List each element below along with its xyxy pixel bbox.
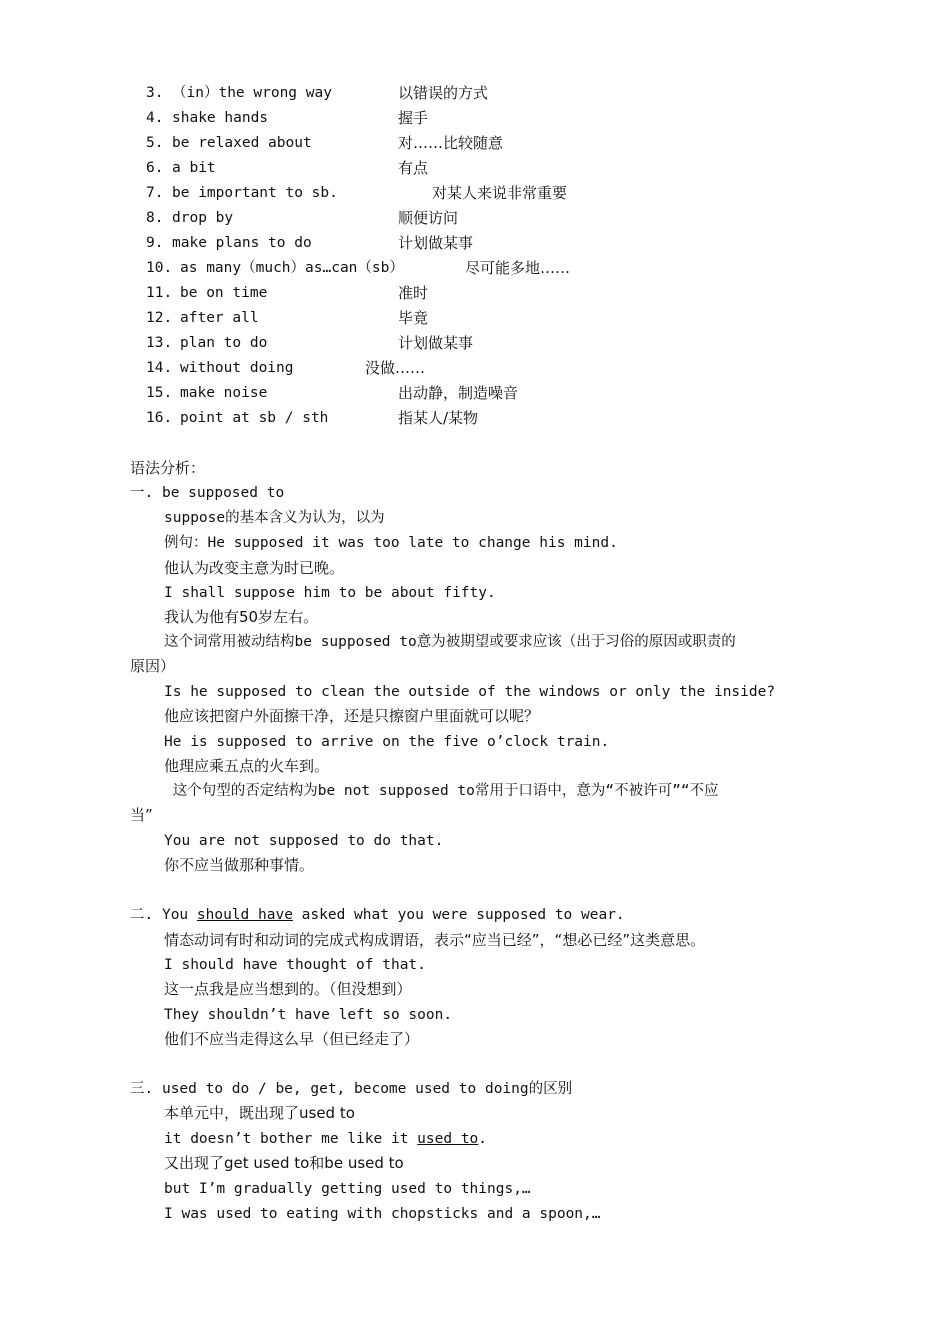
phrase-zh: 指某人/某物	[398, 409, 479, 427]
text-line: 例句：He supposed it was too late to change his mind.	[164, 535, 618, 551]
text-line: 情态动词有时和动词的完成式构成谓语，表示“应当已经”，“想必已经”这类意思。	[164, 931, 706, 949]
text-line: 他们不应当走得这么早（但已经走了）	[164, 1030, 420, 1048]
phrase-num: 10.	[146, 260, 173, 276]
phrase-en: a bit	[172, 160, 216, 176]
phrase-num: 3.	[146, 85, 164, 101]
text-line: 我认为他有50岁左右。	[164, 608, 319, 626]
phrase-num: 5.	[146, 135, 164, 151]
text-line: I shall suppose him to be about fifty.	[164, 585, 496, 601]
phrase-en: plan to do	[180, 335, 268, 351]
title-prefix: 二. You	[130, 907, 197, 923]
text-line: 这一点我是应当想到的。（但没想到）	[164, 980, 412, 998]
phrase-num: 9.	[146, 235, 164, 251]
phrase-num: 15.	[146, 385, 173, 401]
text-suffix: .	[478, 1131, 488, 1147]
text-line: 又出现了get used to和be used to	[164, 1154, 404, 1172]
phrase-num: 7.	[146, 185, 164, 201]
phrase-en: drop by	[172, 210, 234, 226]
phrase-num: 13.	[146, 335, 173, 351]
phrase-en: make plans to do	[172, 235, 312, 251]
phrase-zh: 准时	[398, 284, 429, 302]
underlined-phrase: used to	[417, 1131, 479, 1147]
phrase-num: 4.	[146, 110, 164, 126]
text-line: 当”	[130, 806, 153, 824]
text-line: suppose的基本含义为认为，以为	[164, 510, 385, 526]
phrase-en: make noise	[180, 385, 268, 401]
phrase-en: be important to sb.	[172, 185, 338, 201]
text-line: You are not supposed to do that.	[164, 833, 444, 849]
phrase-en: be on time	[180, 285, 268, 301]
text-line: I should have thought of that.	[164, 957, 426, 973]
phrase-en: be relaxed about	[172, 135, 312, 151]
phrase-en: （in）the wrong way	[172, 85, 332, 101]
text-line: 这个句型的否定结构为be not supposed to常用于口语中，意为“不被许可”“不应	[164, 783, 719, 799]
phrase-zh: 计划做某事	[398, 234, 474, 252]
section-title: 一. be supposed to	[130, 485, 285, 501]
phrase-num: 16.	[146, 410, 173, 426]
text-line: 这个词常用被动结构be supposed to意为被期望或要求应该（出于习俗的原因或职责的	[164, 634, 736, 650]
phrase-zh: 计划做某事	[398, 334, 474, 352]
phrase-zh: 没做……	[365, 359, 426, 377]
phrase-zh: 握手	[398, 109, 429, 127]
phrase-en: point at sb / sth	[180, 410, 329, 426]
phrase-num: 11.	[146, 285, 173, 301]
phrase-en: as many（much）as…can（sb）	[180, 260, 404, 276]
phrase-num: 12.	[146, 310, 173, 326]
phrase-en: without doing	[180, 360, 294, 376]
text-line: Is he supposed to clean the outside of the windows or only the inside?	[164, 684, 776, 700]
phrase-en: after all	[180, 310, 259, 326]
section-title	[130, 905, 625, 925]
phrase-zh: 对某人来说非常重要	[432, 184, 568, 202]
text-line: 你不应当做那种事情。	[164, 856, 315, 874]
grammar-heading: 语法分析：	[130, 459, 206, 477]
text-line: 本单元中，既出现了used to	[164, 1104, 355, 1122]
phrase-en: shake hands	[172, 110, 269, 126]
section-title: 三. used to do / be, get, become used to doing的区别	[130, 1081, 573, 1097]
phrase-zh: 顺便访问	[398, 209, 459, 227]
phrase-num: 14.	[146, 360, 173, 376]
text-line: He is supposed to arrive on the five o’clock train.	[164, 734, 610, 750]
text-line: 他理应乘五点的火车到。	[164, 757, 330, 775]
phrase-num: 6.	[146, 160, 164, 176]
text-line: but I’m gradually getting used to things,…	[164, 1181, 531, 1197]
phrase-zh: 对……比较随意	[398, 134, 504, 152]
phrase-zh: 以错误的方式	[398, 84, 489, 102]
text-line: They shouldn’t have left so soon.	[164, 1007, 453, 1023]
text-prefix: it doesn’t bother me like it	[164, 1131, 418, 1147]
text-line: 他认为改变主意为时已晚。	[164, 559, 345, 577]
phrase-zh: 有点	[398, 159, 429, 177]
text-line: 他应该把窗户外面擦干净，还是只擦窗户里面就可以呢？	[164, 707, 540, 725]
text-line: 原因）	[130, 657, 176, 675]
phrase-num: 8.	[146, 210, 164, 226]
title-suffix: asked what you were supposed to wear.	[292, 907, 625, 923]
underlined-phrase: should have	[196, 907, 293, 923]
text-line: I was used to eating with chopsticks and a spoon,…	[164, 1206, 601, 1222]
text-line	[164, 1129, 487, 1149]
phrase-zh: 尽可能多地……	[465, 259, 571, 277]
phrase-zh: 出动静，制造噪音	[398, 384, 519, 402]
phrase-zh: 毕竟	[398, 309, 429, 327]
